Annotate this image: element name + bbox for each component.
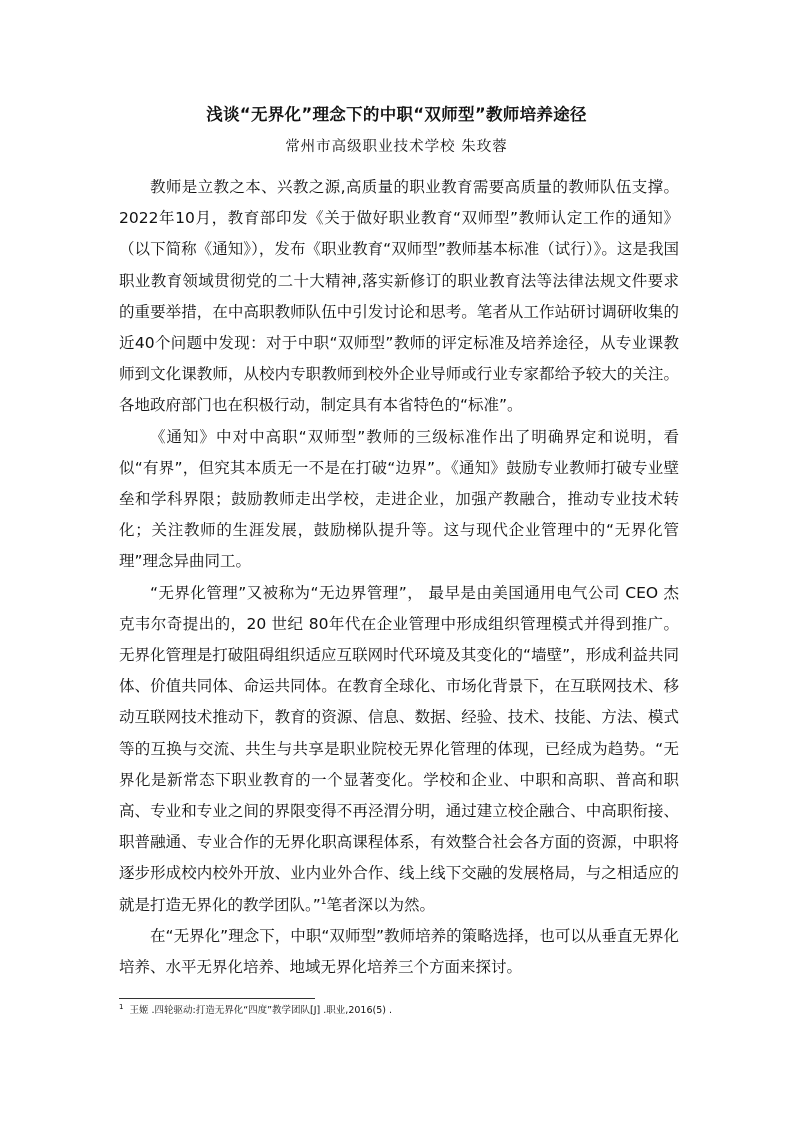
paragraph-text: “无界化管理”又被称为“无边界管理”， 最早是由美国通用电气公司 CEO 杰克韦尔奇提出的，20 世纪 80年代在企业管理中形成组织管理模式并得到推广。无界化管理是打破阻碍组织适应互联网时代环境及其变化的“墙壁”，形成利益共同体、价值共同体、命运共同体。在教育全球化、市场化背景下，在互联网技术、移动互联网技术推动下，教育的资源、信息、数据、经验、技术、技能、方法、模式等的互换与交流、共生与共享是职业院校无界化管理的体现，已经成为趋势。“无界化是新常态下职业教育的一个显著变化。学校和企业、中职和高职、普高和职高、专业和专业之间的界限变得不再泾渭分明，通过建立校企融合、中高职衔接、职普融通、专业合作的无界化职高课程体系，有效整合社会各方面的资源，中职将逐步形成校内校外开放、业内业外合作、线上线下交融的发展格局，与之相适应的就是打造无界化的教学团队。”	[119, 583, 679, 914]
paragraph-2	[119, 422, 679, 578]
footnote-text: 王姬 .四轮驱动:打造无界化“四度”教学团队[J] .职业,2016(5) .	[129, 1005, 392, 1016]
footnote-divider	[119, 998, 315, 999]
paragraph-3	[119, 578, 679, 921]
footnote	[119, 1003, 679, 1018]
footnote-reference[interactable]: 1	[320, 896, 327, 907]
author-line: 常州市高级职业技术学校 朱玫蓉	[285, 139, 508, 155]
paragraph-text: 教师是立教之本、兴教之源,高质量的职业教育需要高质量的教师队伍支撑。2022年10月，教育部印发《关于做好职业教育“双师型”教师认定工作的通知》（以下简称《通知》），发布《职业教育“双师型”教师基本标准（试行）》。这是我国职业教育领域贯彻党的二十大精神,落实新修订的职业教育法等法律法规文件要求的重要举措，在中高职教师队伍中引发讨论和思考。笔者从工作站研讨调研收集的近40个问题中发现：对于中职“双师型”教师的评定标准及培养途径，从专业课教师到文化课教师，从校内专职教师到校外企业导师或行业专家都给予较大的关注。各地政府部门也在积极行动，制定具有本省特色的“标准”。	[119, 178, 679, 415]
paragraph-text: 《通知》中对中高职“双师型”教师的三级标准作出了明确界定和说明，看似“有界”，但究其本质无一不是在打破“边界”。《通知》鼓励专业教师打破专业壁垒和学科界限；鼓励教师走出学校，走进企业，加强产教融合，推动专业技术转化；关注教师的生涯发展，鼓励梯队提升等。这与现代企业管理中的“无界化管理”理念异曲同工。	[119, 427, 679, 571]
footnote-number: 1	[119, 1002, 124, 1011]
paragraph-text: 在“无界化”理念下，中职“双师型”教师培养的策略选择，也可以从垂直无界化培养、水平无界化培养、地域无界化培养三个方面来探讨。	[119, 926, 679, 977]
paragraph-text-after-reference: 笔者深以为然。	[326, 895, 436, 914]
body-text	[119, 172, 679, 983]
paragraph-1	[119, 172, 679, 422]
paragraph-4	[119, 921, 679, 983]
document-title: 浅谈“无界化”理念下的中职“双师型”教师培养途径	[206, 105, 587, 124]
